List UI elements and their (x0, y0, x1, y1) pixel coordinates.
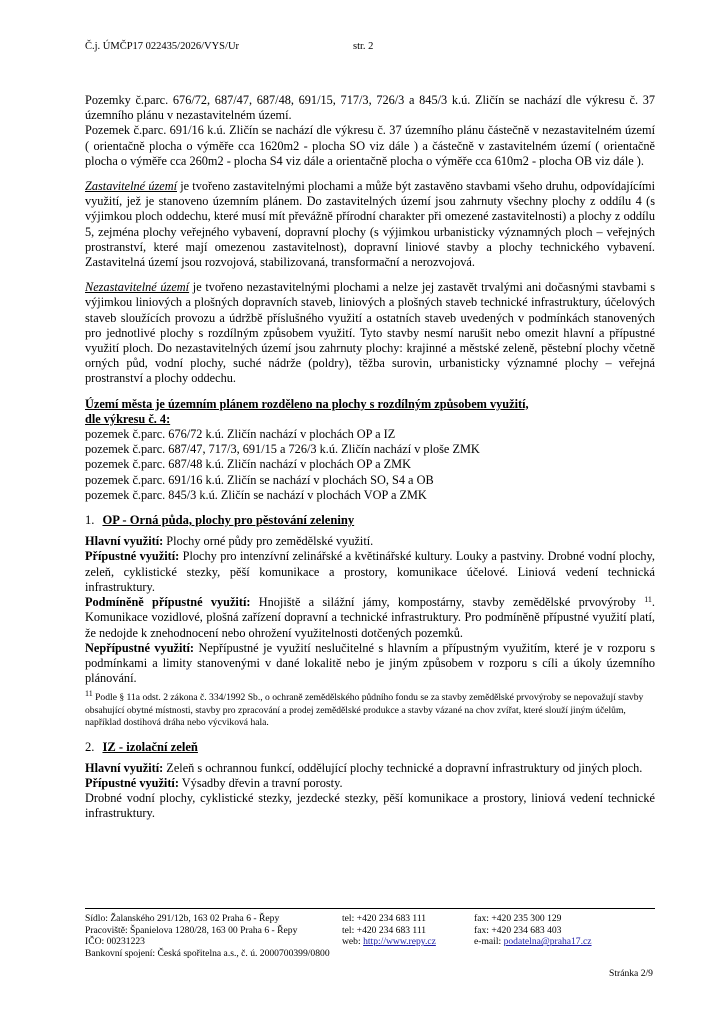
footer-fax-email (474, 913, 592, 948)
document-body (85, 93, 655, 822)
footnote (85, 689, 655, 729)
sec1-podminene (85, 595, 655, 641)
footer-seat: Sídlo: Žalanského 291/12b, 163 02 Praha 6 - Řepy (85, 913, 280, 924)
footer-fax-1: fax: +420 235 300 129 (474, 913, 562, 924)
sec1-podminene-text-2: . Komunikace vozidlové, plošná zařízení dopravní a technické infrastruktury. Pro podmíněně přípustné využití platí, že nedojde k znehodnocení nebo ohrožení využitelnosti dotčených pozemků. (85, 595, 655, 640)
zastavitelne-text: je tvořeno zastavitelnými plochami a může být zastavěno stavbami všeho druhu, odpovídajícími využití, jež je stanoveno územním plánem. Do zastavitelných území jsou zahrnuty všechny plochy z oddílu 4 (s výjimkou ploch oddechu, které musí mít převážně přírodní charakter při omezené zastavitelnosti) a plochy z oddílu 5, zejména plochy veřejného vybavení, dopravní plochy (s výjimkou urbanisticky významných ploch – veřejných prostranství, které mají omezenou zastavitelnost), dopravní liniové stavby a plochy technického vybavení. Zastavitelná území jsou rozvojová, stabilizovaná, transformační a nerozvojová. (85, 179, 655, 270)
footer-bank: Bankovní spojení: Česká spořitelna a.s., č. ú. 2000700399/0800 (85, 947, 330, 959)
parcel-item: pozemek č.parc. 687/47, 717/3, 691/15 a 726/3 k.ú. Zličín nachází v ploše ZMK (85, 442, 480, 457)
sec2-pripustne-text: Výsadby dřevin a travní porosty. (178, 775, 343, 790)
sec1-podminene-label: Podmíněně přípustné využití: (85, 595, 251, 610)
section-2-heading (85, 740, 655, 755)
nezastavitelne-text: je tvořeno nezastavitelnými plochami a nelze jej zastavět trvalými ani dočasnými stavbami s výjimkou liniových a plošných dopravních staveb, liniových a plošných staveb technické infrastruktury, účelových staveb sloužících provozu a údržbě příslušného využití a ostatních staveb uvedených v podmínkách stanovených pro jednotlivé plochy s rozdílným způsobem využití. Tyto stavby nesmí narušit nebo omezit hlavní a přípustné využití ploch. Do nezastavitelných území jsou zahrnuty plochy: krajinné a městské zeleně, pěstební plochy včetně orných půd, vodní plochy, suché nádrže (poldry), těžba surovin, urbanisticky významné plochy – veřejná prostranství a plochy oddechu. (85, 280, 655, 386)
sec2-pripustne (85, 776, 655, 791)
page-number: Stránka 2/9 (609, 968, 653, 979)
rozdeleni-heading-1: Území města je územním plánem rozděleno na plochy s rozdílným způsobem využití, (85, 396, 529, 411)
footer-web (342, 936, 436, 948)
sec2-pripustne-label: Přípustné využití: (85, 775, 179, 790)
sec2-hlavni-text: Zeleň s ochrannou funkcí, oddělující plochy technické a dopravní infrastruktury od jiných ploch. (163, 760, 643, 775)
sec1-podminene-text: Hnojiště a silážní jámy, kompostárny, stavby zemědělské prvovýroby (250, 595, 636, 610)
footer-tel-1: tel: +420 234 683 111 (342, 913, 427, 924)
zastavitelne-term: Zastavitelné území (85, 179, 178, 194)
page-header (85, 41, 374, 52)
header-page: str. 2 (353, 41, 374, 52)
sec1-hlavni-label: Hlavní využití: (85, 534, 164, 549)
sec1-hlavni-text: Plochy orné půdy pro zemědělské využití. (163, 534, 374, 549)
footer-workplace: Pracoviště: Španielova 1280/28, 163 00 Praha 6 - Řepy (85, 924, 298, 936)
section-1-number: 1. (85, 513, 95, 528)
intro-paragraph-1: Pozemky č.parc. 676/72, 687/47, 687/48, 691/15, 717/3, 726/3 a 845/3 k.ú. Zličín se nachází dle výkresu č. 37 územního plánu v nezastavitelném území. (85, 93, 655, 123)
section-1-heading (85, 513, 655, 528)
reference-number: Č.j. ÚMČP17 022435/2026/VYS/Ur (85, 41, 240, 52)
sec1-nepripustne-label: Nepřípustné využití: (85, 640, 195, 655)
footer-ico: IČO: 00231223 (85, 936, 145, 948)
rozdeleni-heading-2: dle výkresu č. 4: (85, 411, 171, 426)
parcel-item: pozemek č.parc. 676/72 k.ú. Zličín nachází v plochách OP a IZ (85, 427, 396, 442)
sec1-pripustne-label: Přípustné využití: (85, 549, 180, 564)
sec1-nepripustne (85, 641, 655, 687)
section-1-title: OP - Orná půda, plochy pro pěstování zeleniny (102, 513, 355, 528)
sec2-extra: Drobné vodní plochy, cyklistické stezky, jezdecké stezky, pěší komunikace a prostory, liniová vedení technické infrastruktury. (85, 791, 655, 821)
sec1-pripustne (85, 549, 655, 595)
sec2-hlavni (85, 761, 655, 776)
footer-tel-2: tel: +420 234 683 111 (342, 924, 427, 936)
sec1-hlavni (85, 534, 655, 549)
footer-contacts (342, 913, 436, 948)
sec1-nepripustne-text: Nepřípustné je využití neslučitelné s hlavním a přípustným využitím, které je v rozporu s podmínkami a limity stanovenými v dané lokalitě nebo je jiným způsobem v rozporu s cíli a úkoly územního plánování. (85, 640, 655, 686)
zastavitelne-paragraph (85, 179, 655, 270)
parcel-item: pozemek č.parc. 845/3 k.ú. Zličín se nachází v plochách VOP a ZMK (85, 487, 427, 502)
footer-email (474, 936, 592, 948)
email-link[interactable]: podatelna@praha17.cz (503, 936, 592, 948)
intro-paragraph-2: Pozemek č.parc. 691/16 k.ú. Zličín se nachází dle výkresu č. 37 územního plánu částečně v nezastavitelném území ( orientačně plocha o výměře cca 1620m2 - plocha SO viz dále ) a částečně v zastavitelném území ( orientačně plocha o výměře cca 260m2 - plocha S4 viz dále a orientačně plocha o výměře cca 610m2 - plocha OB viz dále ). (85, 123, 655, 168)
nezastavitelne-term: Nezastavitelné území (85, 280, 190, 295)
web-link[interactable]: http://www.repy.cz (363, 936, 436, 948)
footnote-number: 11 (85, 689, 93, 699)
footer-divider (85, 908, 655, 909)
parcel-item: pozemek č.parc. 691/16 k.ú. Zličín se nachází v plochách SO, S4 a OB (85, 472, 434, 487)
section-2-number: 2. (85, 739, 95, 754)
web-label: web: (342, 936, 364, 948)
parcel-item: pozemek č.parc. 687/48 k.ú. Zličín nachází v plochách OP a ZMK (85, 457, 411, 472)
footer-fax-2: fax: +420 234 683 403 (474, 924, 562, 936)
section-2-title: IZ - izolační zeleň (102, 739, 198, 754)
footer-address (85, 913, 330, 959)
sec2-hlavni-label: Hlavní využití: (85, 760, 164, 775)
footnote-text: Podle § 11a odst. 2 zákona č. 334/1992 Sb., o ochraně zemědělského půdního fondu se za stavby zemědělské prvovýroby se nepovažují stavby obsahující obytné místnosti, stavby pro zpracování a prodej zemědělské produkce a stavby vázané na chov zvířat, které slouží jiným účelům, například dostihová dráha nebo výcviková hala. (85, 692, 644, 729)
sec1-pripustne-text: Plochy pro intenzívní zelinářské a květinářské kultury. Louky a pastviny. Drobné vodní plochy, zeleň, cyklistické stezky, pěší komunikace a prostory, komunikace účelové. Liniová vedení technická infrastruktury. (85, 549, 655, 594)
footnote-ref: 11 (644, 595, 652, 605)
email-label: e-mail: (474, 936, 504, 948)
nezastavitelne-paragraph (85, 280, 655, 386)
